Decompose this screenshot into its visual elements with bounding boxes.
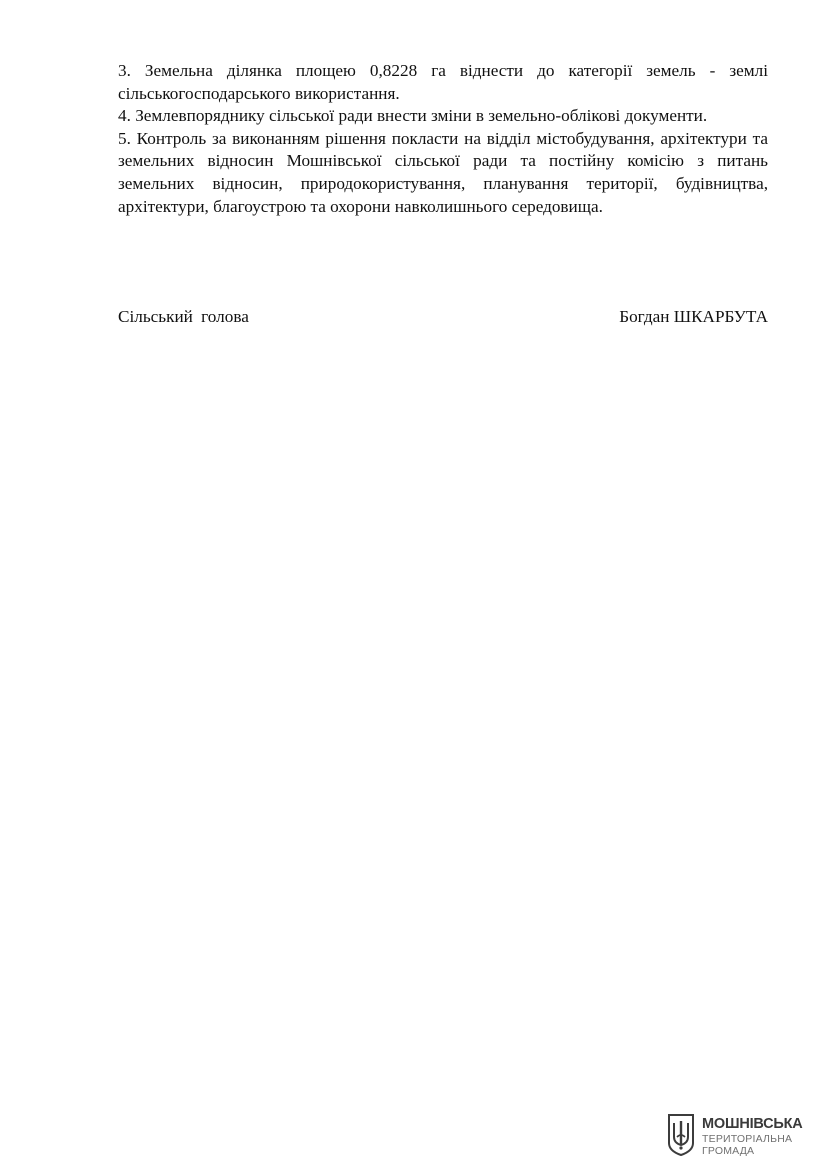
- signature-title: Сільський голова: [118, 307, 249, 326]
- logo-line-1: МОШНІВСЬКА: [702, 1116, 803, 1133]
- community-logo: [666, 1113, 816, 1161]
- paragraph-5: 5. Контроль за виконанням рішення покласти на відділ містобудування, архітектури та земельних відносин Мошнівської сільської ради та постійну комісію з питань земельних відносин, природокористування, планування території, будівництва, архітектури, благоустрою та охорони навколишнього середовища.: [118, 128, 768, 216]
- logo-line-2: ТЕРИТОРІАЛЬНА: [702, 1132, 793, 1145]
- trident-emblem-icon: [666, 1113, 696, 1162]
- signature-name: Богдан ШКАРБУТА: [619, 307, 768, 326]
- logo-line-3: ГРОМАДА: [702, 1145, 755, 1158]
- signature-block: [118, 306, 768, 328]
- logo-text: [702, 1117, 803, 1157]
- decision-body: [118, 60, 768, 218]
- paragraph-4: 4. Землевпоряднику сільської ради внести зміни в земельно-облікові документи.: [118, 106, 708, 126]
- paragraph-3: 3. Земельна ділянка площею 0,8228 га віднести до категорії земель - землі сільськогосподарського використання.: [118, 61, 768, 103]
